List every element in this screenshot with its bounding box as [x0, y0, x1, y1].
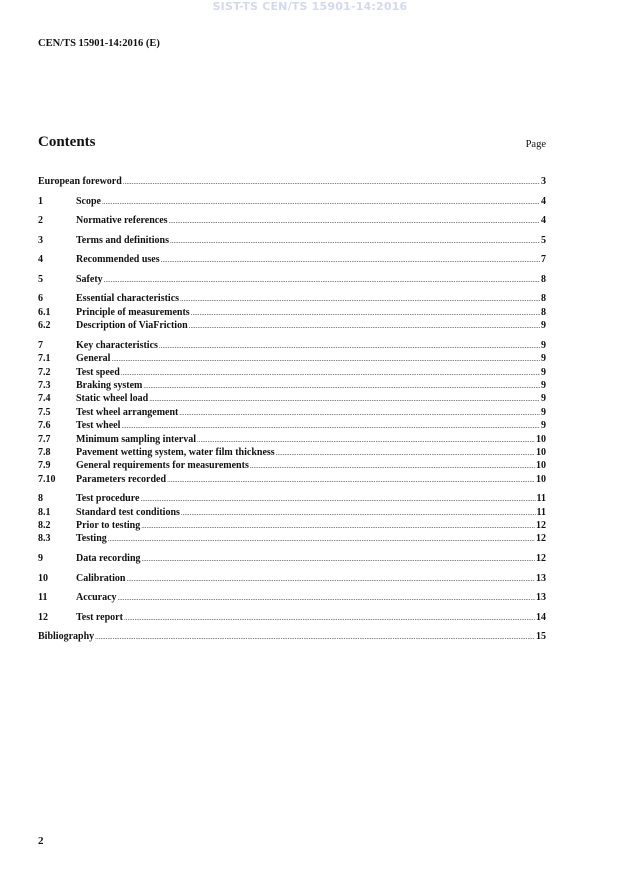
toc-entry-page: 5 [541, 234, 546, 246]
toc-entry-number: 7.6 [38, 420, 51, 432]
toc-entry-page: 10 [536, 460, 546, 472]
toc-entry-title: Essential characteristics [76, 293, 180, 305]
toc-entry-number: 8 [38, 493, 43, 505]
toc-entry[interactable] [38, 253, 546, 266]
page-column-label: Page [525, 139, 546, 150]
toc-entry-number: 6.2 [38, 320, 51, 332]
toc-entry-page: 12 [536, 533, 546, 545]
toc-entry-page: 14 [536, 611, 546, 623]
toc-entry-page: 9 [541, 406, 546, 418]
toc-entry-number: 7 [38, 339, 43, 351]
toc-entry[interactable] [38, 319, 546, 332]
toc-dot-leader [124, 612, 535, 624]
toc-entry[interactable] [38, 406, 546, 419]
toc-dot-leader [104, 274, 540, 286]
toc-dot-leader [126, 573, 535, 585]
toc-entry-page: 12 [536, 553, 546, 565]
toc-entry[interactable] [38, 433, 546, 446]
toc-entry-page: 9 [541, 393, 546, 405]
toc-entry-title: Parameters recorded [76, 473, 167, 485]
toc-entry[interactable] [38, 379, 546, 392]
toc-entry-title: Static wheel load [76, 393, 149, 405]
toc-entry[interactable] [38, 214, 546, 227]
toc-entry-page: 10 [536, 433, 546, 445]
toc-entry-page: 8 [541, 293, 546, 305]
toc-entry[interactable] [38, 630, 546, 643]
toc-dot-leader [167, 474, 535, 486]
toc-entry-title: Standard test conditions [76, 506, 180, 518]
toc-dot-leader [108, 533, 535, 545]
toc-entry-title: Braking system [76, 380, 143, 391]
toc-dot-leader [121, 420, 540, 432]
toc-entry[interactable] [38, 506, 546, 519]
toc-entry[interactable] [38, 339, 546, 352]
page-title: Contents [38, 134, 96, 150]
toc-entry-number: 4 [38, 254, 43, 266]
toc-entry-page: 11 [536, 506, 546, 518]
toc-dot-leader [149, 393, 540, 405]
toc-dot-leader [111, 353, 540, 365]
toc-entry-page: 9 [541, 380, 546, 391]
toc-entry[interactable] [38, 234, 546, 247]
toc-entry-number: 7.4 [38, 393, 51, 405]
toc-dot-leader [141, 520, 535, 532]
toc-entry-title: Safety [76, 273, 103, 285]
toc-dot-leader [197, 434, 535, 446]
toc-entry[interactable] [38, 611, 546, 624]
toc-entry[interactable] [38, 459, 546, 472]
toc-entry-page: 8 [541, 306, 546, 318]
toc-entry-title: Recommended uses [76, 254, 160, 266]
toc-entry[interactable] [38, 552, 546, 565]
toc-entry-page: 3 [541, 176, 546, 187]
toc-entry[interactable] [38, 419, 546, 432]
toc-entry-number: 7.7 [38, 433, 51, 445]
toc-dot-leader [121, 367, 540, 379]
toc-dot-leader [276, 447, 535, 459]
toc-entry-title: Scope [76, 195, 101, 207]
toc-entry-number: 6.1 [38, 306, 51, 318]
toc-entry-number: 10 [38, 572, 48, 584]
toc-dot-leader [179, 407, 540, 419]
toc-entry-page: 4 [541, 215, 546, 227]
toc-entry-number: 6 [38, 293, 43, 305]
toc-entry-title: Test wheel [76, 420, 121, 432]
toc-entry-page: 10 [536, 473, 546, 485]
toc-entry-number: 3 [38, 234, 43, 246]
toc-dot-leader [250, 460, 535, 472]
toc-dot-leader [123, 176, 540, 188]
toc-entry-number: 7.2 [38, 366, 51, 378]
toc-entry-title: Key characteristics [76, 339, 158, 351]
table-of-contents [38, 175, 546, 644]
toc-entry-title: Test report [76, 611, 123, 623]
toc-entry-number: 8.3 [38, 533, 51, 545]
toc-entry-number: 1 [38, 195, 43, 207]
toc-dot-leader [118, 592, 535, 604]
toc-entry-number: 11 [38, 592, 48, 604]
toc-entry-page: 9 [541, 339, 546, 351]
toc-entry-title: Calibration [76, 572, 126, 584]
toc-entry-number: 7.5 [38, 406, 51, 418]
toc-dot-leader [169, 215, 540, 227]
toc-entry-title: Testing [76, 533, 107, 545]
toc-entry[interactable] [38, 591, 546, 604]
toc-entry[interactable] [38, 175, 546, 188]
toc-entry-page: 8 [541, 273, 546, 285]
toc-entry-title: Pavement wetting system, water film thickness [76, 446, 275, 458]
toc-dot-leader [140, 493, 535, 505]
toc-entry-title: Terms and definitions [76, 234, 169, 246]
toc-dot-leader [170, 235, 540, 247]
toc-entry[interactable] [38, 273, 546, 286]
watermark: SIST-TS CEN/TS 15901-14:2016 [212, 0, 408, 13]
toc-entry[interactable] [38, 473, 546, 486]
toc-entry-number: 7.1 [38, 353, 51, 365]
toc-entry-number: 12 [38, 611, 48, 623]
toc-entry-page: 15 [536, 631, 546, 643]
toc-entry-number: 8.2 [38, 520, 51, 532]
toc-entry-title: Minimum sampling interval [76, 433, 197, 445]
toc-entry[interactable] [38, 392, 546, 405]
toc-entry-number: 7.10 [38, 473, 56, 485]
toc-entry[interactable] [38, 446, 546, 459]
toc-entry-page: 7 [541, 254, 546, 266]
toc-entry-title: Data recording [76, 553, 141, 565]
document-id: CEN/TS 15901-14:2016 (E) [38, 38, 160, 49]
toc-dot-leader [180, 293, 540, 305]
toc-entry-title: Normative references [76, 215, 168, 227]
toc-entry-page: 4 [541, 195, 546, 207]
toc-dot-leader [181, 507, 536, 519]
toc-entry-page: 9 [541, 420, 546, 432]
toc-entry-title: Principle of measurements [76, 306, 190, 318]
toc-entry[interactable] [38, 352, 546, 365]
toc-entry-title: Test speed [76, 366, 120, 378]
toc-entry[interactable] [38, 195, 546, 208]
toc-entry[interactable] [38, 572, 546, 585]
toc-entry-page: 13 [536, 592, 546, 604]
toc-entry[interactable] [38, 292, 546, 305]
toc-entry-number: 2 [38, 215, 43, 227]
toc-entry-title: Test procedure [76, 493, 140, 505]
toc-entry-page: 10 [536, 446, 546, 458]
toc-dot-leader [191, 307, 540, 319]
toc-entry[interactable] [38, 306, 546, 319]
toc-entry-number: 7.8 [38, 446, 51, 458]
toc-entry-title: General requirements for measurements [76, 460, 249, 472]
toc-dot-leader [143, 380, 540, 392]
toc-entry-number: 8.1 [38, 506, 51, 518]
toc-dot-leader [161, 254, 540, 266]
toc-entry-title: Description of ViaFriction [76, 320, 188, 332]
toc-entry-title: European foreword [38, 176, 122, 187]
toc-entry-page: 13 [536, 572, 546, 584]
toc-dot-leader [142, 553, 535, 565]
toc-entry-title: Bibliography [38, 631, 95, 643]
toc-dot-leader [102, 196, 540, 208]
toc-entry[interactable] [38, 519, 546, 532]
toc-entry-title: Test wheel arrangement [76, 406, 179, 418]
page-number: 2 [38, 835, 44, 847]
toc-entry-page: 9 [541, 320, 546, 332]
toc-entry[interactable] [38, 366, 546, 379]
toc-entry-page: 9 [541, 366, 546, 378]
toc-entry[interactable] [38, 532, 546, 545]
toc-entry-page: 9 [541, 353, 546, 365]
toc-entry-title: Accuracy [76, 592, 117, 604]
toc-entry-page: 12 [536, 520, 546, 532]
toc-entry-title: Prior to testing [76, 520, 141, 532]
toc-entry[interactable] [38, 492, 546, 505]
toc-dot-leader [159, 340, 540, 352]
toc-entry-number: 7.9 [38, 460, 51, 472]
toc-entry-title: General [76, 353, 111, 365]
toc-entry-number: 7.3 [38, 380, 51, 391]
toc-entry-page: 11 [536, 493, 546, 505]
toc-entry-number: 9 [38, 553, 43, 565]
toc-entry-number: 5 [38, 273, 43, 285]
toc-dot-leader [189, 320, 540, 332]
toc-dot-leader [95, 631, 535, 643]
